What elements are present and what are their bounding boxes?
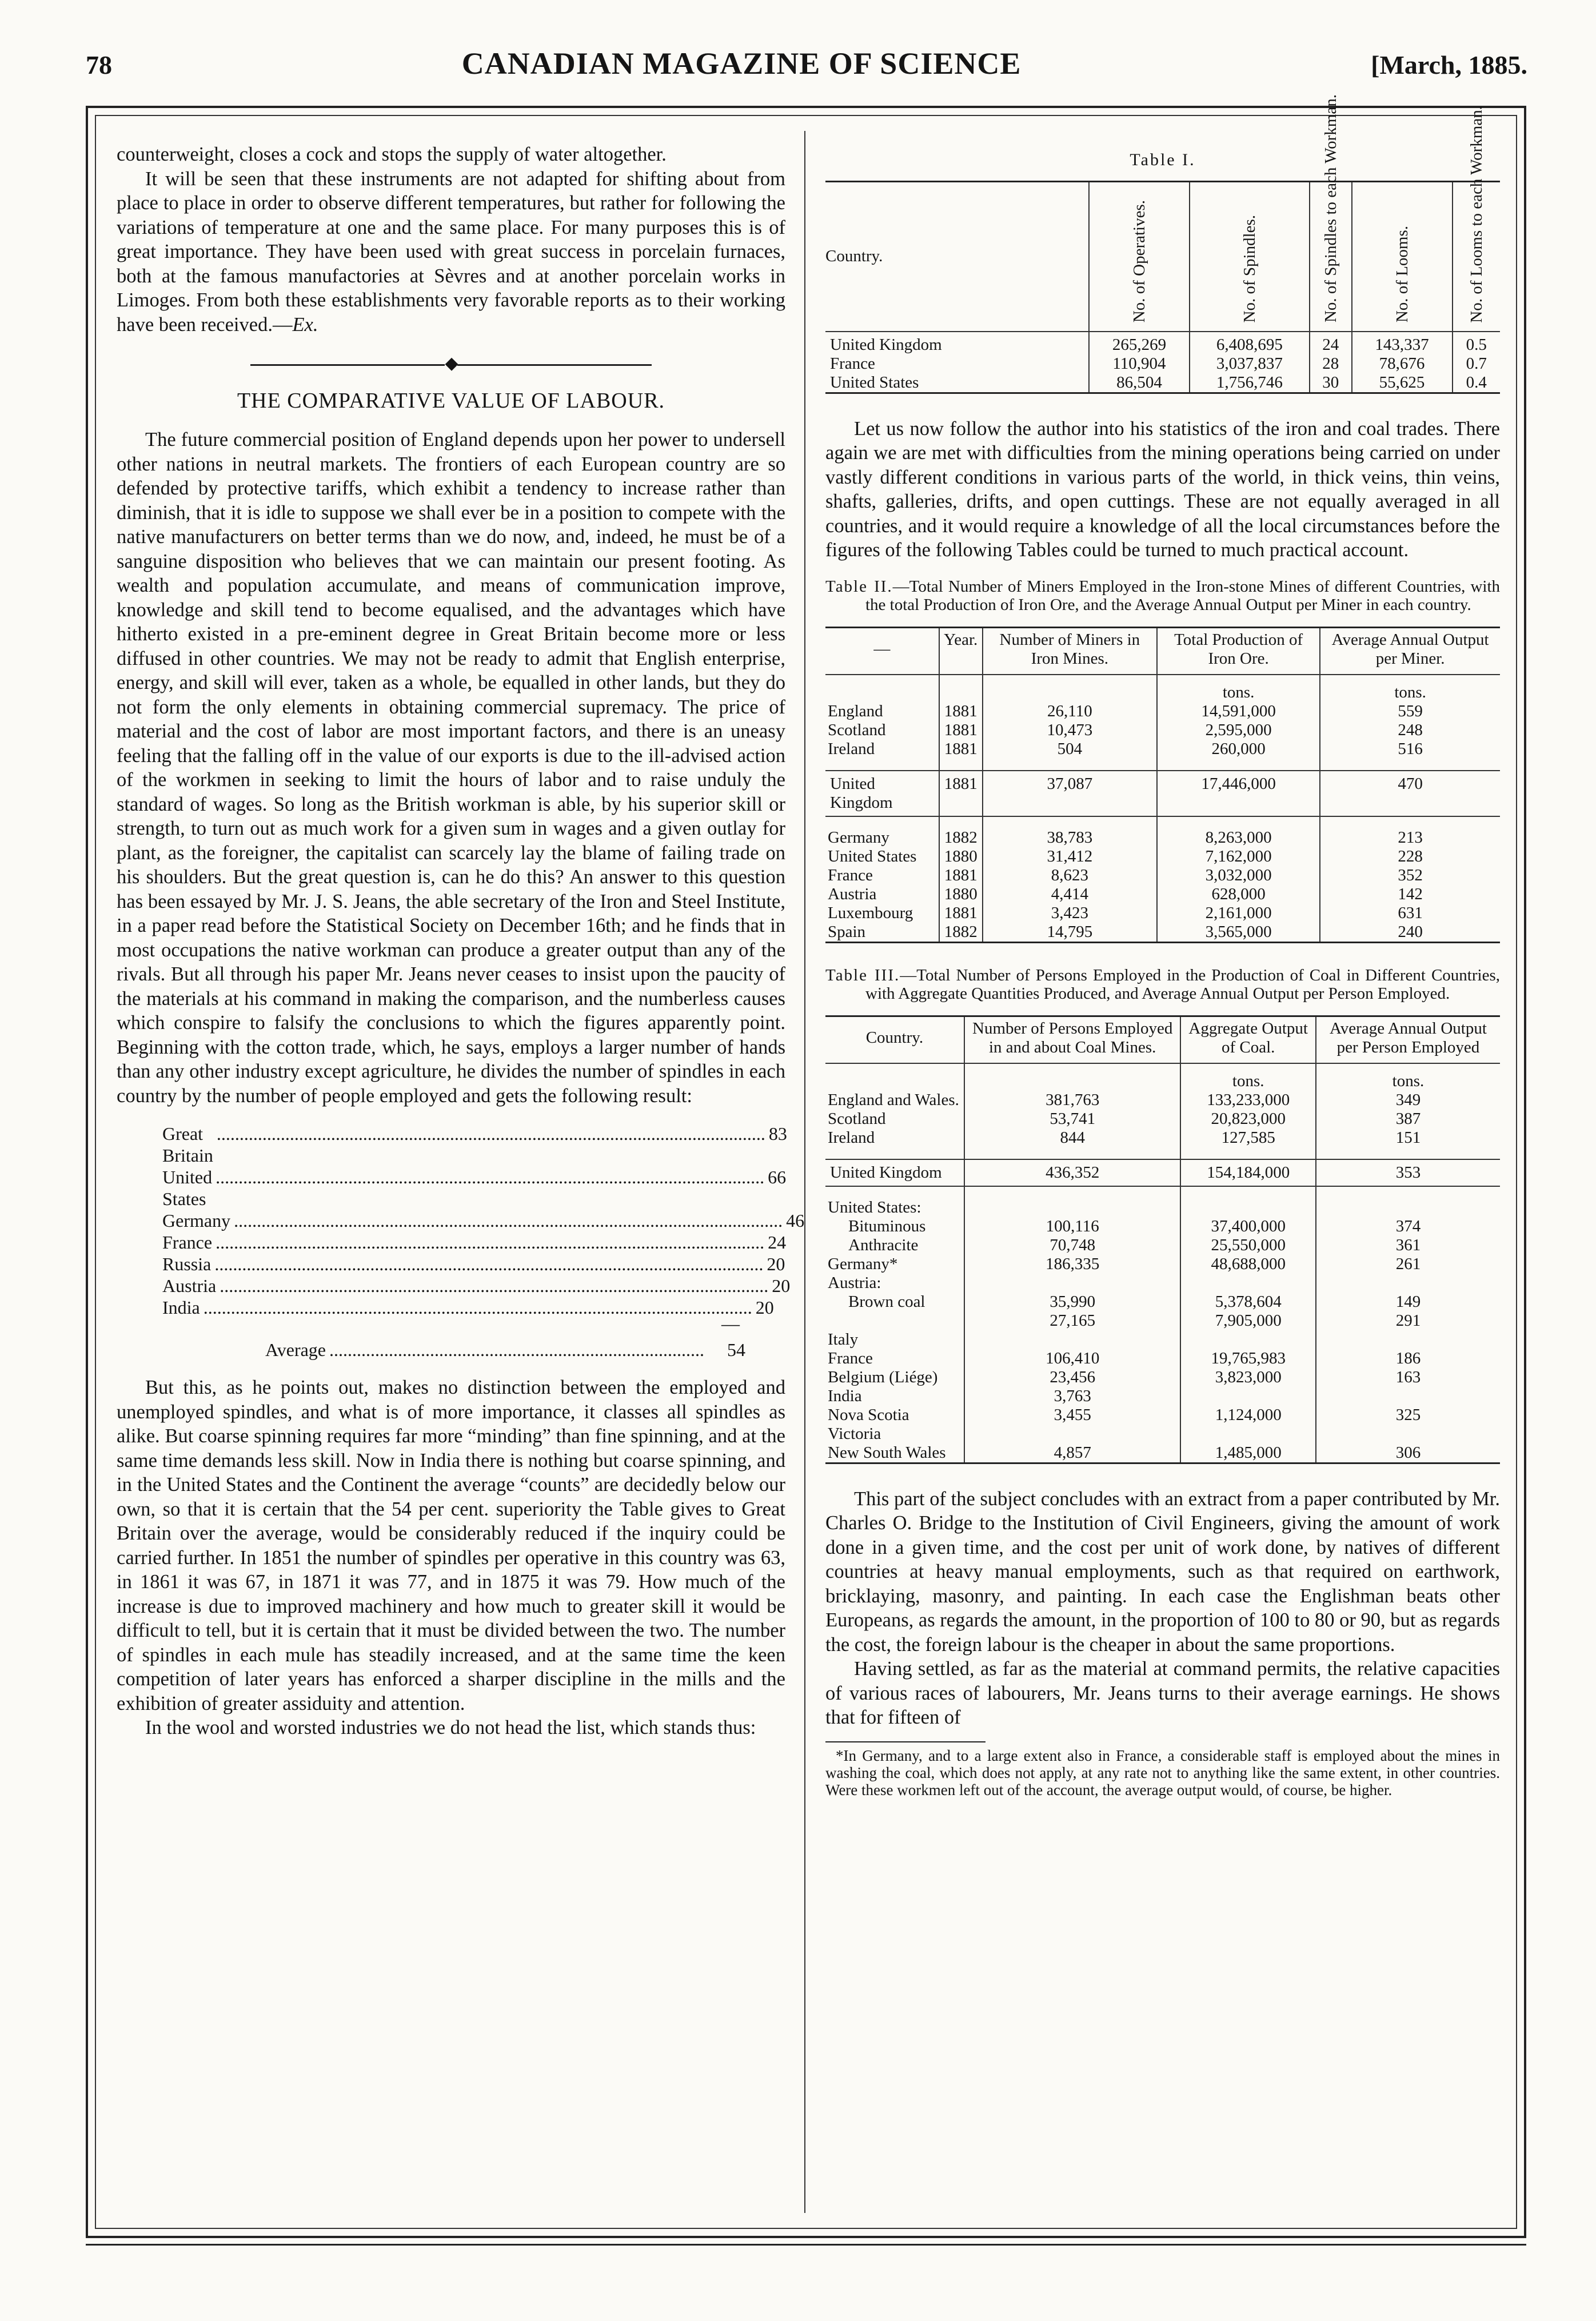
table3-cell: 151 (1316, 1128, 1500, 1147)
table2-cell: Ireland (828, 739, 875, 758)
magazine-title: CANADIAN MAGAZINE OF SCIENCE (461, 46, 1022, 81)
running-head (86, 46, 1527, 80)
table3-cell: 19,765,983 (1180, 1349, 1315, 1368)
table3-unit: tons. (1316, 1063, 1500, 1091)
table-row (825, 1236, 1500, 1255)
table2-cell: 559 (1320, 702, 1500, 721)
table2-cell: United States (828, 847, 917, 866)
article-title: THE COMPARATIVE VALUE OF LABOUR. (237, 388, 665, 413)
table3-cell: 1,124,000 (1180, 1406, 1315, 1425)
table3-cell: 20,823,000 (1180, 1110, 1315, 1128)
table-row (825, 1349, 1500, 1368)
table3-cell (1180, 1387, 1315, 1406)
table3-cell (964, 1274, 1181, 1293)
page-number: 78 (86, 50, 112, 79)
table3-cell: 349 (1316, 1091, 1500, 1110)
table3-header: Average Annual Output per Person Employed (1316, 1016, 1500, 1063)
table3-units-row (825, 1063, 1500, 1091)
table2-cell: 2,595,000 (1157, 721, 1320, 740)
table3-cell: 291 (1316, 1311, 1500, 1330)
table-row (825, 1110, 1500, 1128)
table2-cell: 240 (1320, 923, 1500, 943)
table-row (825, 866, 1500, 885)
table3-total-cell: United Kingdom (825, 1159, 964, 1186)
table1-cell: 143,337 (1352, 332, 1453, 354)
table3-cell: 5,378,604 (1180, 1293, 1315, 1311)
table3-unit (964, 1063, 1181, 1091)
article-paragraph-1: The future commercial position of England depends upon her power to undersell other nations in neutral markets. The frontiers of each European country are so defended by protective tariffs, which exhibit a tendency to increase rather than diminish, that it is idle to suppose we shall ever be in a position to compete with the native manufacturers on better terms than we do now, and, indeed, he must be of a sanguine disposition who believes that we can maintain our present footing. As wealth and population accumulate, and means of communication improve, knowledge and skill tend to become equalised, and the advantages which have hitherto existed in a pre-eminent degree in Great Britain become more or less diffused in other countries. We may not be ready to admit that English enterprise, energy, and skill will ever, taken as a whole, be equalled in other lands, but they do not form the only elements in obtaining commercial supremacy. The price of material and the cost of labor are most important factors, and there is an uneasy feeling that the falling off in the value of our exports is due to the ill-advised action of the workmen in seeking to limit the hours of labor and to raise unduly the standard of wages. So long as the British workman is able, by his superior skill or strength, to turn out as much work for a given sum in wages and a given outlay for plant, as the foreigner, the capitalist can scarcely lay the blame of failing trade on his shoulders. But the great question is, can he do this? An answer to this question has been essayed by Mr. J. S. Jeans, the able secretary of the Iron and Steel Institute, in a paper read before the Statistical Society on December 16th; and he finds that in most occupations the native workman can produce a greater output than any of the rivals. But all through his paper Mr. Jeans never ceases to insist upon the paucity of the materials at his command in making the comparison, and the numberless causes which conspire to falsify the conclusions to which the figures apparently point. Beginning with the cotton trade, which, he says, employs a larger number of hands than any other industry except agriculture, he divides the number of spindles in each country by the number of people employed and gets the following result: (117, 429, 785, 1107)
table2-cell: 14,795 (983, 923, 1157, 943)
table1-cell: United States (830, 373, 919, 392)
source-citation: Ex. (292, 313, 318, 336)
table2-total-row (825, 771, 1500, 816)
table-row (825, 847, 1500, 866)
table-row (825, 354, 1500, 373)
table-row (825, 1274, 1500, 1293)
paragraph-instruments-text: It will be seen that these instruments are not adapted for shifting about from place to place in order to observe different temperatures, but rather for following the variations of temperature at one and the same place. For many purposes this is of great importance. They have been used with great success in porcelain furnaces, both at the famous manufactories at Sèvres and at another porcelain works in Limoges. From both these establishments very favorable reports as to their working have been received.— (117, 168, 785, 336)
table2-cell: Luxembourg (828, 903, 913, 922)
table2-cell: 2,161,000 (1157, 904, 1320, 923)
table1-cell: 24 (1310, 332, 1352, 354)
table1-header (1352, 181, 1453, 332)
table3-cell: Austria: (828, 1273, 881, 1292)
table1-cell: 28 (1310, 354, 1352, 373)
table1-cell: 1,756,746 (1190, 373, 1310, 393)
table3-cell: 325 (1316, 1406, 1500, 1425)
table2-cell: 516 (1320, 740, 1500, 759)
table2-cell: 1882 (939, 923, 983, 943)
paragraph-instruments (117, 167, 785, 337)
table3-cell: 3,455 (964, 1406, 1181, 1425)
paragraph-iron-coal: Let us now follow the author into his statistics of the iron and coal trades. There again we are met with difficulties from the mining operations being carried on under vastly different conditions in various parts of the world, in thick veins, thin veins, shafts, galleries, drifts, and open cuttings. These are not equally averaged in all countries, and it would require a knowledge of all the local circumstances before the figures of the following Tables could be turned to much practical account. (825, 417, 1500, 561)
table3-total-row (825, 1159, 1500, 1186)
paragraph-earnings: Having settled, as far as the material at command permits, the relative capacities of various races of labourers, Mr. Jeans turns to their average earnings. He shows that for fifteen of (825, 1658, 1500, 1728)
table2-cell: 631 (1320, 904, 1500, 923)
table2-cell: 14,591,000 (1157, 702, 1320, 721)
table3-cell: 163 (1316, 1368, 1500, 1387)
table1-header-text: Country. (825, 247, 883, 265)
table3-cell: New South Wales (828, 1443, 946, 1462)
table3-cell: 70,748 (964, 1236, 1181, 1255)
table3-unit: tons. (1180, 1063, 1315, 1091)
table2-cell: 31,412 (983, 847, 1157, 866)
table3-cell: 844 (964, 1128, 1181, 1147)
table3-title (825, 966, 1500, 1003)
table2-cell: France (828, 866, 873, 884)
table3-cell: Ireland (828, 1128, 875, 1147)
table1-cell: 0.5 (1453, 332, 1500, 354)
table3-cell (964, 1198, 1181, 1217)
spindle-value: 46 (786, 1210, 805, 1231)
spindle-row: Germany ........................................................................................................................ 46 (162, 1210, 805, 1231)
table2-cell: 228 (1320, 847, 1500, 866)
table3-cell (964, 1330, 1181, 1349)
table3-cell: 1,485,000 (1180, 1443, 1315, 1463)
table-row (825, 721, 1500, 740)
table-row (825, 373, 1500, 393)
table3-cell: United States: (828, 1198, 921, 1217)
table3-cell: India (828, 1386, 862, 1405)
table3-cell: 3,823,000 (1180, 1368, 1315, 1387)
table2-total-cell: United Kingdom (825, 771, 939, 816)
table3-cell: 27,165 (964, 1311, 1181, 1330)
table2-cell: 10,473 (983, 721, 1157, 740)
table-row (825, 828, 1500, 847)
table-row (825, 1330, 1500, 1349)
table3-cell: 3,763 (964, 1387, 1181, 1406)
table2-cell: 352 (1320, 866, 1500, 885)
table3-cell (1316, 1330, 1500, 1349)
table2-units-row (825, 675, 1500, 702)
table3-cell: 361 (1316, 1236, 1500, 1255)
table3-cell: 4,857 (964, 1443, 1181, 1463)
table3-cell: 37,400,000 (1180, 1217, 1315, 1236)
table2-unit: tons. (1157, 675, 1320, 702)
table-row (825, 1217, 1500, 1236)
table3-cell: Bituminous (848, 1217, 926, 1235)
table1-cell: 6,408,695 (1190, 332, 1310, 354)
table-row (825, 332, 1500, 354)
table2-cell: Scotland (828, 720, 886, 739)
table2-cell: 1881 (939, 740, 983, 759)
table3-cell: France (828, 1349, 873, 1367)
table2-cell: 1882 (939, 828, 983, 847)
table3-cell (1316, 1198, 1500, 1217)
table2-header: Number of Miners in Iron Mines. (983, 627, 1157, 675)
table1-cell: 55,625 (1352, 373, 1453, 393)
spindle-country: India (162, 1297, 200, 1318)
spindle-average-row: Average .................................................................................. 54 (265, 1339, 745, 1360)
spindle-value: 20 (767, 1254, 785, 1274)
footnote-rule (825, 1741, 985, 1742)
table2-cell: 213 (1320, 828, 1500, 847)
table1-caption: Table I. (1130, 150, 1196, 169)
table-row (825, 1198, 1500, 1217)
table2-cell: 628,000 (1157, 885, 1320, 904)
table-row (825, 702, 1500, 721)
spindle-value: 20 (755, 1297, 774, 1318)
table2-cell: 8,623 (983, 866, 1157, 885)
table2-unit (825, 675, 939, 702)
table3-cell: Italy (828, 1330, 859, 1349)
column-divider (804, 131, 805, 2213)
table2-cell: Germany (828, 828, 889, 847)
spindle-country: France (162, 1232, 213, 1253)
table2-cell: 7,162,000 (1157, 847, 1320, 866)
table1-header (1453, 105, 1500, 332)
table2-total-cell: 470 (1320, 771, 1500, 816)
table2-unit: tons. (1320, 675, 1500, 702)
spindle-country: Great Britain (162, 1123, 213, 1166)
table-row (825, 1293, 1500, 1311)
table-row (825, 1368, 1500, 1387)
table1-cell: 30 (1310, 373, 1352, 393)
table2-label: Table II. (825, 577, 893, 596)
section-ornament: ◆ (117, 352, 785, 376)
table3-cell: Brown coal (848, 1292, 925, 1311)
table3-cell: Belgium (Liége) (828, 1367, 938, 1386)
spindle-value: 20 (772, 1275, 791, 1296)
table3-cell: 306 (1316, 1443, 1500, 1463)
table2-title (825, 577, 1500, 614)
table-row (825, 1128, 1500, 1147)
spindle-country: Russia (162, 1254, 212, 1274)
table2-cell: 248 (1320, 721, 1500, 740)
table-row (825, 1311, 1500, 1330)
spindle-row: France ........................................................................................................................ 24 (162, 1232, 787, 1253)
table3-label: Table III. (825, 966, 900, 984)
table3-cell: 48,688,000 (1180, 1255, 1315, 1274)
table-row (825, 1255, 1500, 1274)
table-row (825, 1091, 1500, 1110)
table3-cell (1180, 1198, 1315, 1217)
table1-cell: 0.4 (1453, 373, 1500, 393)
table1-cell: 3,037,837 (1190, 354, 1310, 373)
table2-cell: 38,783 (983, 828, 1157, 847)
table3-cell: 133,233,000 (1180, 1091, 1315, 1110)
table1-header (1089, 181, 1190, 332)
table3-cell: 261 (1316, 1255, 1500, 1274)
table1-header-text: No. of Looms. (1392, 226, 1411, 323)
table1-cell: France (830, 354, 875, 373)
table2-unit (983, 675, 1157, 702)
table3-cell: 106,410 (964, 1349, 1181, 1368)
table2-cell: 1880 (939, 885, 983, 904)
spindle-row: India ........................................................................................................................ 20 (162, 1297, 774, 1318)
table3-cell: Scotland (828, 1109, 886, 1128)
table1-cell: 265,269 (1089, 332, 1190, 354)
table-row (825, 1387, 1500, 1406)
table1-header-text: No. of Spindles. (1240, 215, 1259, 323)
table3-cell (1180, 1425, 1315, 1443)
table3-header: Aggregate Output of Coal. (1180, 1016, 1315, 1063)
table2-cell: 504 (983, 740, 1157, 759)
table1-header (825, 181, 1089, 332)
table2-header: Average Annual Output per Miner. (1320, 627, 1500, 675)
table3 (825, 1015, 1500, 1464)
table3-total-cell: 154,184,000 (1180, 1159, 1315, 1186)
table3-cell: 7,905,000 (1180, 1311, 1315, 1330)
table3-header: Number of Persons Employed in and about Coal Mines. (964, 1016, 1181, 1063)
table2-cell: 3,423 (983, 904, 1157, 923)
table1-header-text: No. of Spindles to each Workman. (1321, 94, 1340, 323)
table2-cell: 260,000 (1157, 740, 1320, 759)
table2-cell: 3,565,000 (1157, 923, 1320, 943)
footnote: *In Germany, and to a large extent also in France, a considerable staff is employed about the mines in washing the coal, which does not apply, at any rate not to anything like the same extent, in other countries. Were these workmen left out of the account, the average output would, of course, be higher. (825, 1746, 1500, 1798)
table2-header: — (825, 627, 939, 675)
right-column (825, 94, 1500, 1798)
bottom-rule (86, 2244, 1526, 2246)
table3-cell: 149 (1316, 1293, 1500, 1311)
table3-cell (1316, 1274, 1500, 1293)
spindle-row: United States ........................................................................................................................ 66 (162, 1167, 787, 1209)
table3-cell: Nova Scotia (828, 1405, 909, 1424)
table2-cell: Austria (828, 884, 877, 903)
table2-unit (939, 675, 983, 702)
spindle-value: 24 (768, 1232, 787, 1253)
table2-cell: 1881 (939, 702, 983, 721)
spindle-row: Great Britain ........................................................................................................................ 83 (162, 1123, 787, 1166)
table3-cell: 23,456 (964, 1368, 1181, 1387)
table1-header (1190, 181, 1310, 332)
spindle-value: 66 (768, 1167, 787, 1187)
table2-cell: England (828, 701, 883, 720)
table1-header (1310, 94, 1352, 332)
table3-header: Country. (825, 1016, 964, 1063)
table-row (825, 740, 1500, 759)
spindle-value: 83 (768, 1123, 787, 1144)
table2-cell: 8,263,000 (1157, 828, 1320, 847)
table3-cell (825, 1311, 964, 1330)
table2-header: Total Production of Iron Ore. (1157, 627, 1320, 675)
table3-cell: 186 (1316, 1349, 1500, 1368)
table3-unit (825, 1063, 964, 1091)
article-paragraph-2: But this, as he points out, makes no distinction between the employed and unemployed spindles, and what is of more importance, it classes all spindles as alike. But coarse spinning requires far more “minding” than fine spinning, and at the same time demands less skill. Now in India there is nothing but coarse spinning, and in the United States and the Continent the average “counts” are decidedly below our own, so that it is certain that the 54 per cent. superiority the Table gives to Great Britain over the average, would be considerably reduced if the inquiry could be carried further. In 1851 the number of spindles per operative in this country was 63, in 1861 it was 67, in 1871 it was 77, and in 1875 it was 79. How much of the increase is due to improved machinery and how much to greater skill it would be difficult to tell, but it is certain that it must be divided between the two. The number of spindles in each mule has steadily increased, and at the same time the keen competition of later years has enforced a sharper discipline in the mills and the exhibition of greater assiduity and attention. (117, 1377, 785, 1714)
table3-cell: 53,741 (964, 1110, 1181, 1128)
table-row (825, 885, 1500, 904)
table2-header: Year. (939, 627, 983, 675)
spindle-country: United States (162, 1167, 213, 1209)
spindle-row: Russia ........................................................................................................................ 20 (162, 1254, 785, 1274)
table3-total-cell: 436,352 (964, 1159, 1181, 1186)
table3-cell (1180, 1330, 1315, 1349)
table3-cell: 127,585 (1180, 1128, 1315, 1147)
table3-cell: Anthracite (848, 1235, 919, 1254)
table2-cell: 26,110 (983, 702, 1157, 721)
table1-cell: 110,904 (1089, 354, 1190, 373)
table3-cell (964, 1425, 1181, 1443)
table3-cell: 25,550,000 (1180, 1236, 1315, 1255)
table1-cell: 86,504 (1089, 373, 1190, 393)
table2-total-cell: 37,087 (983, 771, 1157, 816)
table2-total-cell: 1881 (939, 771, 983, 816)
table3-cell: 35,990 (964, 1293, 1181, 1311)
table3-total-cell: 353 (1316, 1159, 1500, 1186)
table-row (825, 923, 1500, 943)
table2-cell: 142 (1320, 885, 1500, 904)
table1-header-text: No. of Looms to each Workman. (1467, 105, 1486, 323)
table3-title-text: —Total Number of Persons Employed in the Production of Coal in Different Countries, with Aggregate Quantities Produced, and Average Annual Output per Person Employed. (865, 966, 1500, 1003)
page-frame (86, 94, 1526, 2238)
table2-cell: 3,032,000 (1157, 866, 1320, 885)
table3-cell: 381,763 (964, 1091, 1181, 1110)
table1-cell: United Kingdom (825, 332, 1089, 354)
table3-cell: Germany* (828, 1254, 898, 1273)
table1-cell: 0.7 (1453, 354, 1500, 373)
spindle-country: Austria (162, 1275, 217, 1296)
spindle-average-value: 54 (727, 1339, 745, 1360)
table3-cell: England and Wales. (828, 1090, 959, 1109)
table3-cell: 387 (1316, 1110, 1500, 1128)
table3-cell (1180, 1274, 1315, 1293)
table3-cell: Victoria (828, 1424, 881, 1443)
article-paragraph-3: In the wool and worsted industries we do not head the list, which stands thus: (145, 1717, 756, 1738)
table2-cell: 1880 (939, 847, 983, 866)
table3-cell: 100,116 (964, 1217, 1181, 1236)
spindle-row: Austria ........................................................................................................................ 20 (162, 1275, 791, 1296)
table2-total-cell: 17,446,000 (1157, 771, 1320, 816)
spindle-country: Germany (162, 1210, 231, 1231)
table2-cell: Spain (828, 922, 866, 941)
table2-title-text: —Total Number of Miners Employed in the Iron-stone Mines of different Countries, with the total Production of Iron Ore, and the Average Annual Output per Miner in each country. (865, 577, 1500, 614)
table-row (825, 1406, 1500, 1425)
paragraph-conclusion: This part of the subject concludes with an extract from a paper contributed by Mr. Charles O. Bridge to the Institution of Civil Engineers, giving the amount of work done in a given time, and the cost per unit of work done, by natives of different countries at heavy manual employments, such as that required on earthwork, bricklaying, masonry, and painting. In each case the Englishman beats other Europeans, as regards the amount, in the proportion of 100 to 80 or 90, but as regards the cost, the foreign labour is the cheaper in about the same proportions. (825, 1487, 1500, 1656)
table-row (825, 1425, 1500, 1443)
spindle-average-label: Average (265, 1339, 326, 1360)
table-row (825, 904, 1500, 923)
paragraph-continuation: counterweight, closes a cock and stops the supply of water altogether. (117, 143, 667, 165)
spindle-list: Great Britain ........................................................................................................................ 83 United States ........................................................................................................................ 66 Germany ........................................................................................................................ 46 France ........................................................................................................................ 24 Russia ........................................................................................................................ 20 Austria ........................................................................................................................ 20 India ........................................................................................................................ 20 — Average .................................................................................. 54 (162, 1123, 805, 1360)
table1-header-text: No. of Operatives. (1130, 200, 1148, 323)
table3-cell: 374 (1316, 1217, 1500, 1236)
table2-cell: 1881 (939, 866, 983, 885)
left-column (117, 142, 805, 1740)
issue-date: [March, 1885. (1371, 50, 1527, 79)
table-row (825, 1443, 1500, 1463)
table2-cell: 1881 (939, 904, 983, 923)
table2-cell: 1881 (939, 721, 983, 740)
table3-cell (1316, 1425, 1500, 1443)
table2 (825, 627, 1500, 943)
table3-cell: 186,335 (964, 1255, 1181, 1274)
table3-cell (1316, 1387, 1500, 1406)
table2-cell: 4,414 (983, 885, 1157, 904)
table1-cell: 78,676 (1352, 354, 1453, 373)
